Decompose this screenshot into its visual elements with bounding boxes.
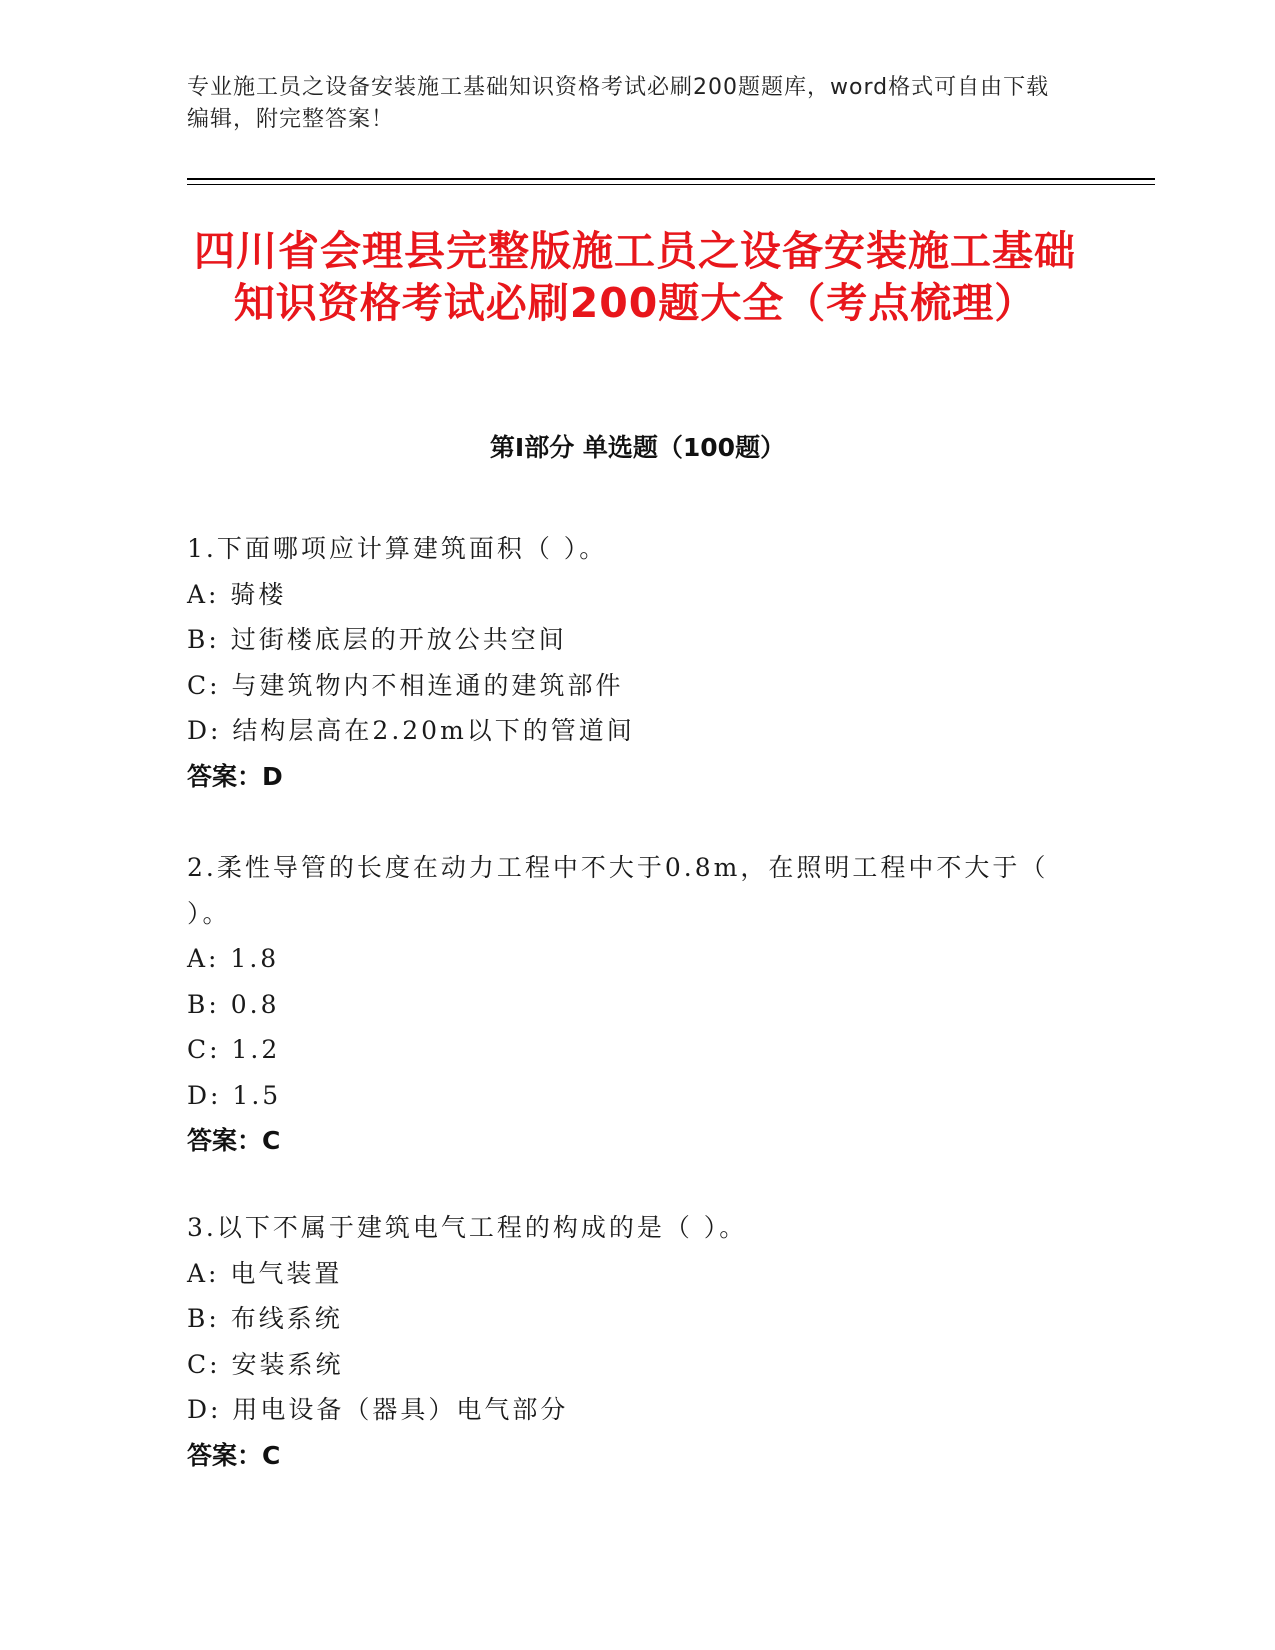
option-b: B: 过街楼底层的开放公共空间 [187,625,567,654]
option-b: B: 布线系统 [187,1304,343,1333]
question-stem: 2.柔性导管的长度在动力工程中不大于0.8m，在照明工程中不大于（ ）。 [187,853,1049,928]
question-stem: 3.以下不属于建筑电气工程的构成的是（ ）。 [187,1213,748,1242]
question-item [187,845,1087,1164]
header-note: 专业施工员之设备安装施工基础知识资格考试必刷200题题库，word格式可自由下载编辑，附完整答案！ [187,75,1050,132]
option-a: A: 1.8 [187,944,280,973]
option-a: A: 电气装置 [187,1258,343,1288]
option-d: D: 用电设备（器具）电气部分 [187,1395,569,1424]
header-divider [187,178,1155,180]
option-a: A: 骑楼 [187,579,287,609]
option-c: C: 1.2 [187,1035,281,1064]
option-d: D: 1.5 [187,1080,282,1110]
document-title: 四川省会理县完整版施工员之设备安装施工基础知识资格考试必刷200题大全（考点梳理） [194,227,1076,327]
option-b: B: 0.8 [187,989,280,1019]
question-item [187,1205,1087,1478]
section-heading: 第Ⅰ部分 单选题（100题） [489,433,786,462]
question-item [187,526,1087,799]
answer-text: 答案：C [187,1126,281,1155]
answer-text: 答案：D [187,761,283,791]
question-stem: 1.下面哪项应计算建筑面积（ ）。 [187,534,608,563]
option-c: C: 安装系统 [187,1349,344,1379]
option-d: D: 结构层高在2.20m以下的管道间 [187,716,635,745]
answer-text: 答案：C [187,1440,281,1470]
header-divider-thin [187,184,1155,185]
option-c: C: 与建筑物内不相连通的建筑部件 [187,670,624,700]
